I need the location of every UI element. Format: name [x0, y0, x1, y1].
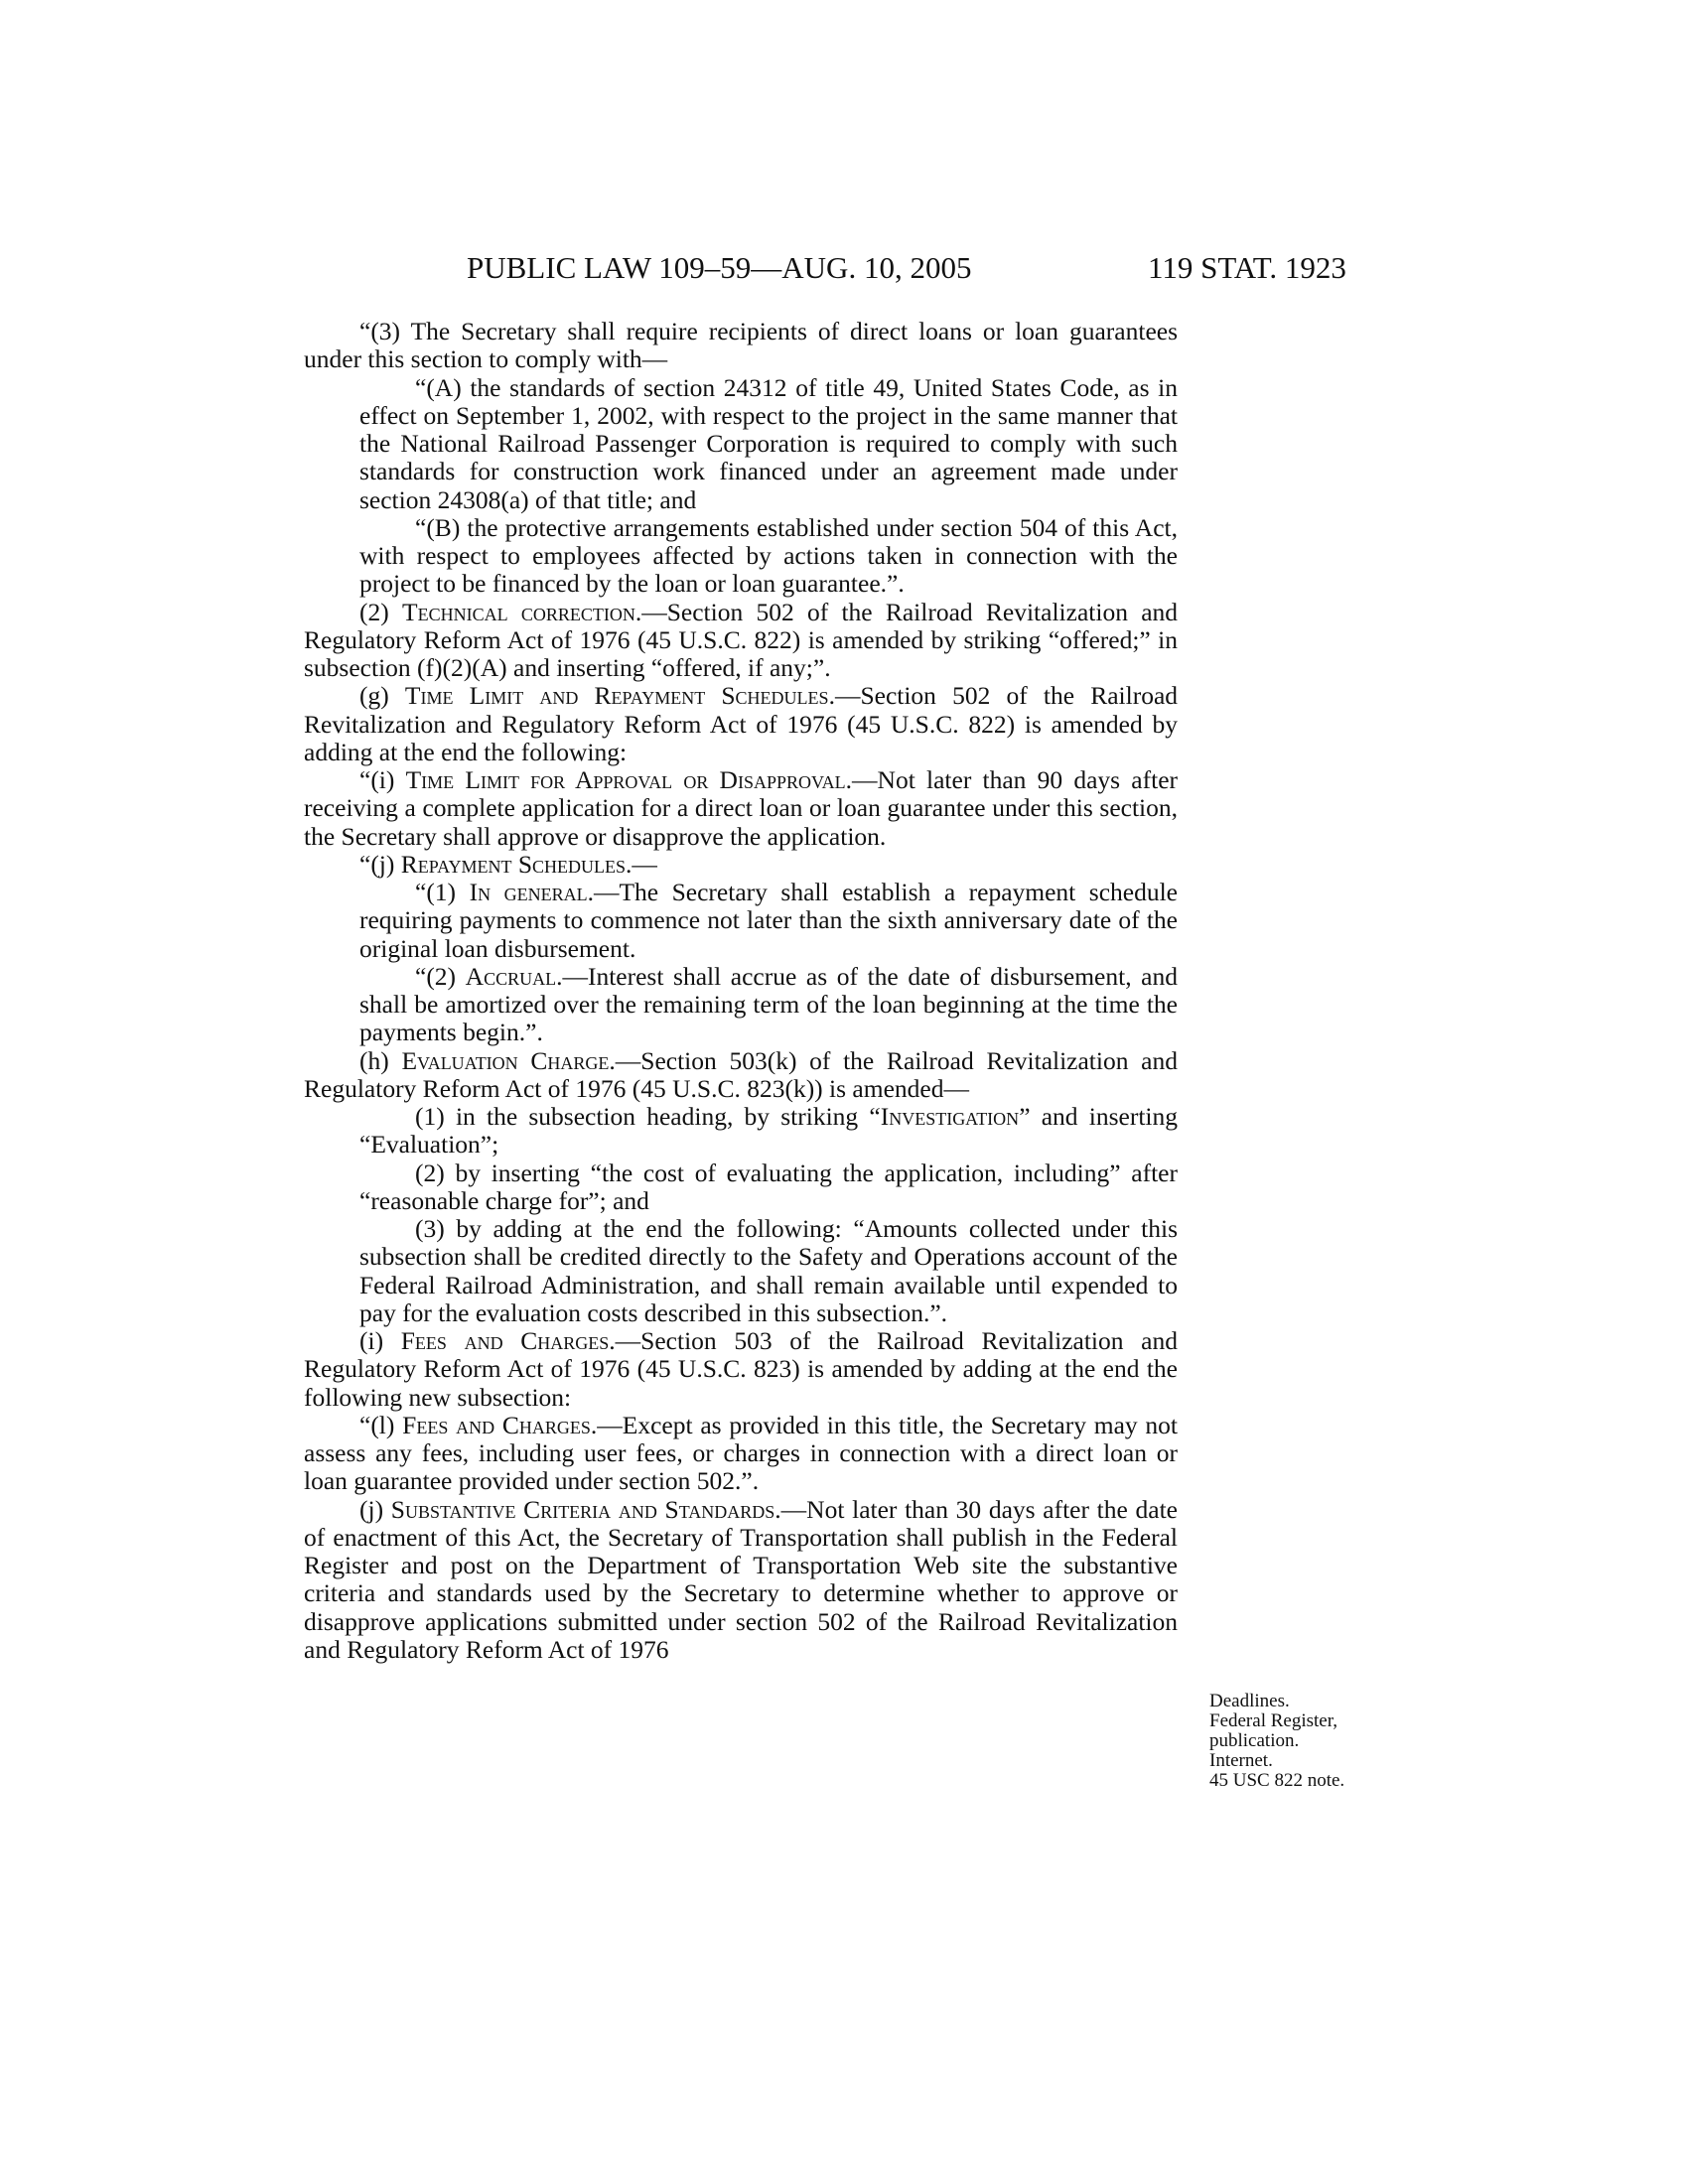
margin-note: 45 USC 822 note.: [1209, 1770, 1345, 1791]
section-heading: Time Limit and Repayment Schedules: [404, 681, 829, 711]
paragraph: “(l) Fees and Charges.—Except as provided in this title, the Secretary may not assess any fees, including user fees, or charges in connection with a direct loan or loan guarantee provided under section 502.”.: [304, 1410, 1178, 1496]
paragraph: (h) Evaluation Charge.—Section 503(k) of the Railroad Revitalization and Regulatory Reform Act of 1976 (45 U.S.C. 823(k)) is amended—: [304, 1045, 1179, 1103]
paragraph: (2) by inserting “the cost of evaluating the application, including” after “reasonable charge for”; and: [359, 1158, 1178, 1215]
paragraph: (2) Technical correction.—Section 502 of the Railroad Revitalization and Regulatory Reform Act of 1976 (45 U.S.C. 822) is amended by striking “offered;” in subsection (f)(2)(A) and inserting “offered, if any;”.: [304, 597, 1179, 682]
paragraph: “(A) the standards of section 24312 of title 49, United States Code, as in effect on September 1, 2002, with respect to the project in the same manner that the National Railroad Passenger Corporation is required to comply with such standards for construction work financed under an agreement made under section 24308(a) of that title; and: [359, 372, 1178, 514]
paragraph: (1) in the subsection heading, by striking “Investigation” and inserting “Evaluation”;: [359, 1102, 1178, 1160]
margin-note: Internet.: [1209, 1750, 1273, 1771]
margin-note: Federal Register,: [1209, 1710, 1338, 1731]
paragraph: (g) Time Limit and Repayment Schedules.—Section 502 of the Railroad Revitalization and Regulatory Reform Act of 1976 (45 U.S.C. 822) is amended by adding at the end the following:: [304, 681, 1179, 766]
section-heading: Fees and Charges: [402, 1410, 591, 1439]
paragraph: “(3) The Secretary shall require recipients of direct loans or loan guarantees under this section to comply with—: [304, 317, 1178, 374]
paragraph: “(2) Accrual.—Interest shall accrue as of the date of disbursement, and shall be amortized over the remaining term of the loan beginning at the time the payments begin.”.: [359, 961, 1178, 1047]
section-heading: Accrual: [465, 961, 557, 991]
page-header: [0, 250, 1688, 290]
statute-body: [304, 318, 1178, 1664]
header-page-number: 119 STAT. 1923: [1148, 250, 1346, 285]
margin-note: publication.: [1209, 1730, 1300, 1751]
paragraph: (3) by adding at the end the following: “Amounts collected under this subsection shall be credited directly to the Safety and Operations account of the Federal Railroad Administration, and shall remain available until expended to pay for the evaluation costs described in this subsection.”.: [359, 1214, 1178, 1327]
paragraph: “(B) the protective arrangements established under section 504 of this Act, with respect to employees affected by actions taken in connection with the project to be financed by the loan or loan guarantee.”.: [359, 512, 1178, 599]
section-heading: Fees and Charges: [400, 1326, 610, 1355]
paragraph: “(j) Repayment Schedules.—: [359, 849, 657, 879]
inline-small-caps: Investigation: [880, 1102, 1020, 1131]
header-title: PUBLIC LAW 109–59—AUG. 10, 2005: [467, 250, 972, 285]
paragraph: (i) Fees and Charges.—Section 503 of the Railroad Revitalization and Regulatory Reform Act of 1976 (45 U.S.C. 823) is amended by adding at the end the following new subsection:: [304, 1326, 1178, 1412]
section-heading: Substantive Criteria and Standards: [390, 1494, 775, 1524]
section-heading: Repayment Schedules: [400, 849, 627, 879]
margin-note: Deadlines.: [1209, 1691, 1290, 1711]
section-heading: Time Limit for Approval or Disapproval: [405, 765, 846, 794]
section-heading: Technical correction: [402, 597, 635, 626]
paragraph: “(i) Time Limit for Approval or Disapproval.—Not later than 90 days after receiving a complete application for a direct loan or loan guarantee under this section, the Secretary shall approve or disapprove the application.: [304, 765, 1179, 851]
paragraph: (j) Substantive Criteria and Standards.—Not later than 30 days after the date of enactment of this Act, the Secretary of Transportation shall publish in the Federal Register and post on the Department of Transportation Web site the substantive criteria and standards used by the Secretary to determine whether to approve or disapprove applications submitted under section 502 of the Railroad Revitalization and Regulatory Reform Act of 1976: [304, 1494, 1178, 1664]
section-heading: In general: [469, 878, 588, 906]
section-heading: Evaluation Charge: [401, 1045, 610, 1075]
paragraph: “(1) In general.—The Secretary shall establish a repayment schedule requiring payments to commence not later than the sixth anniversary date of the original loan disbursement.: [359, 878, 1178, 963]
margin-notes: [1209, 1692, 1388, 1791]
